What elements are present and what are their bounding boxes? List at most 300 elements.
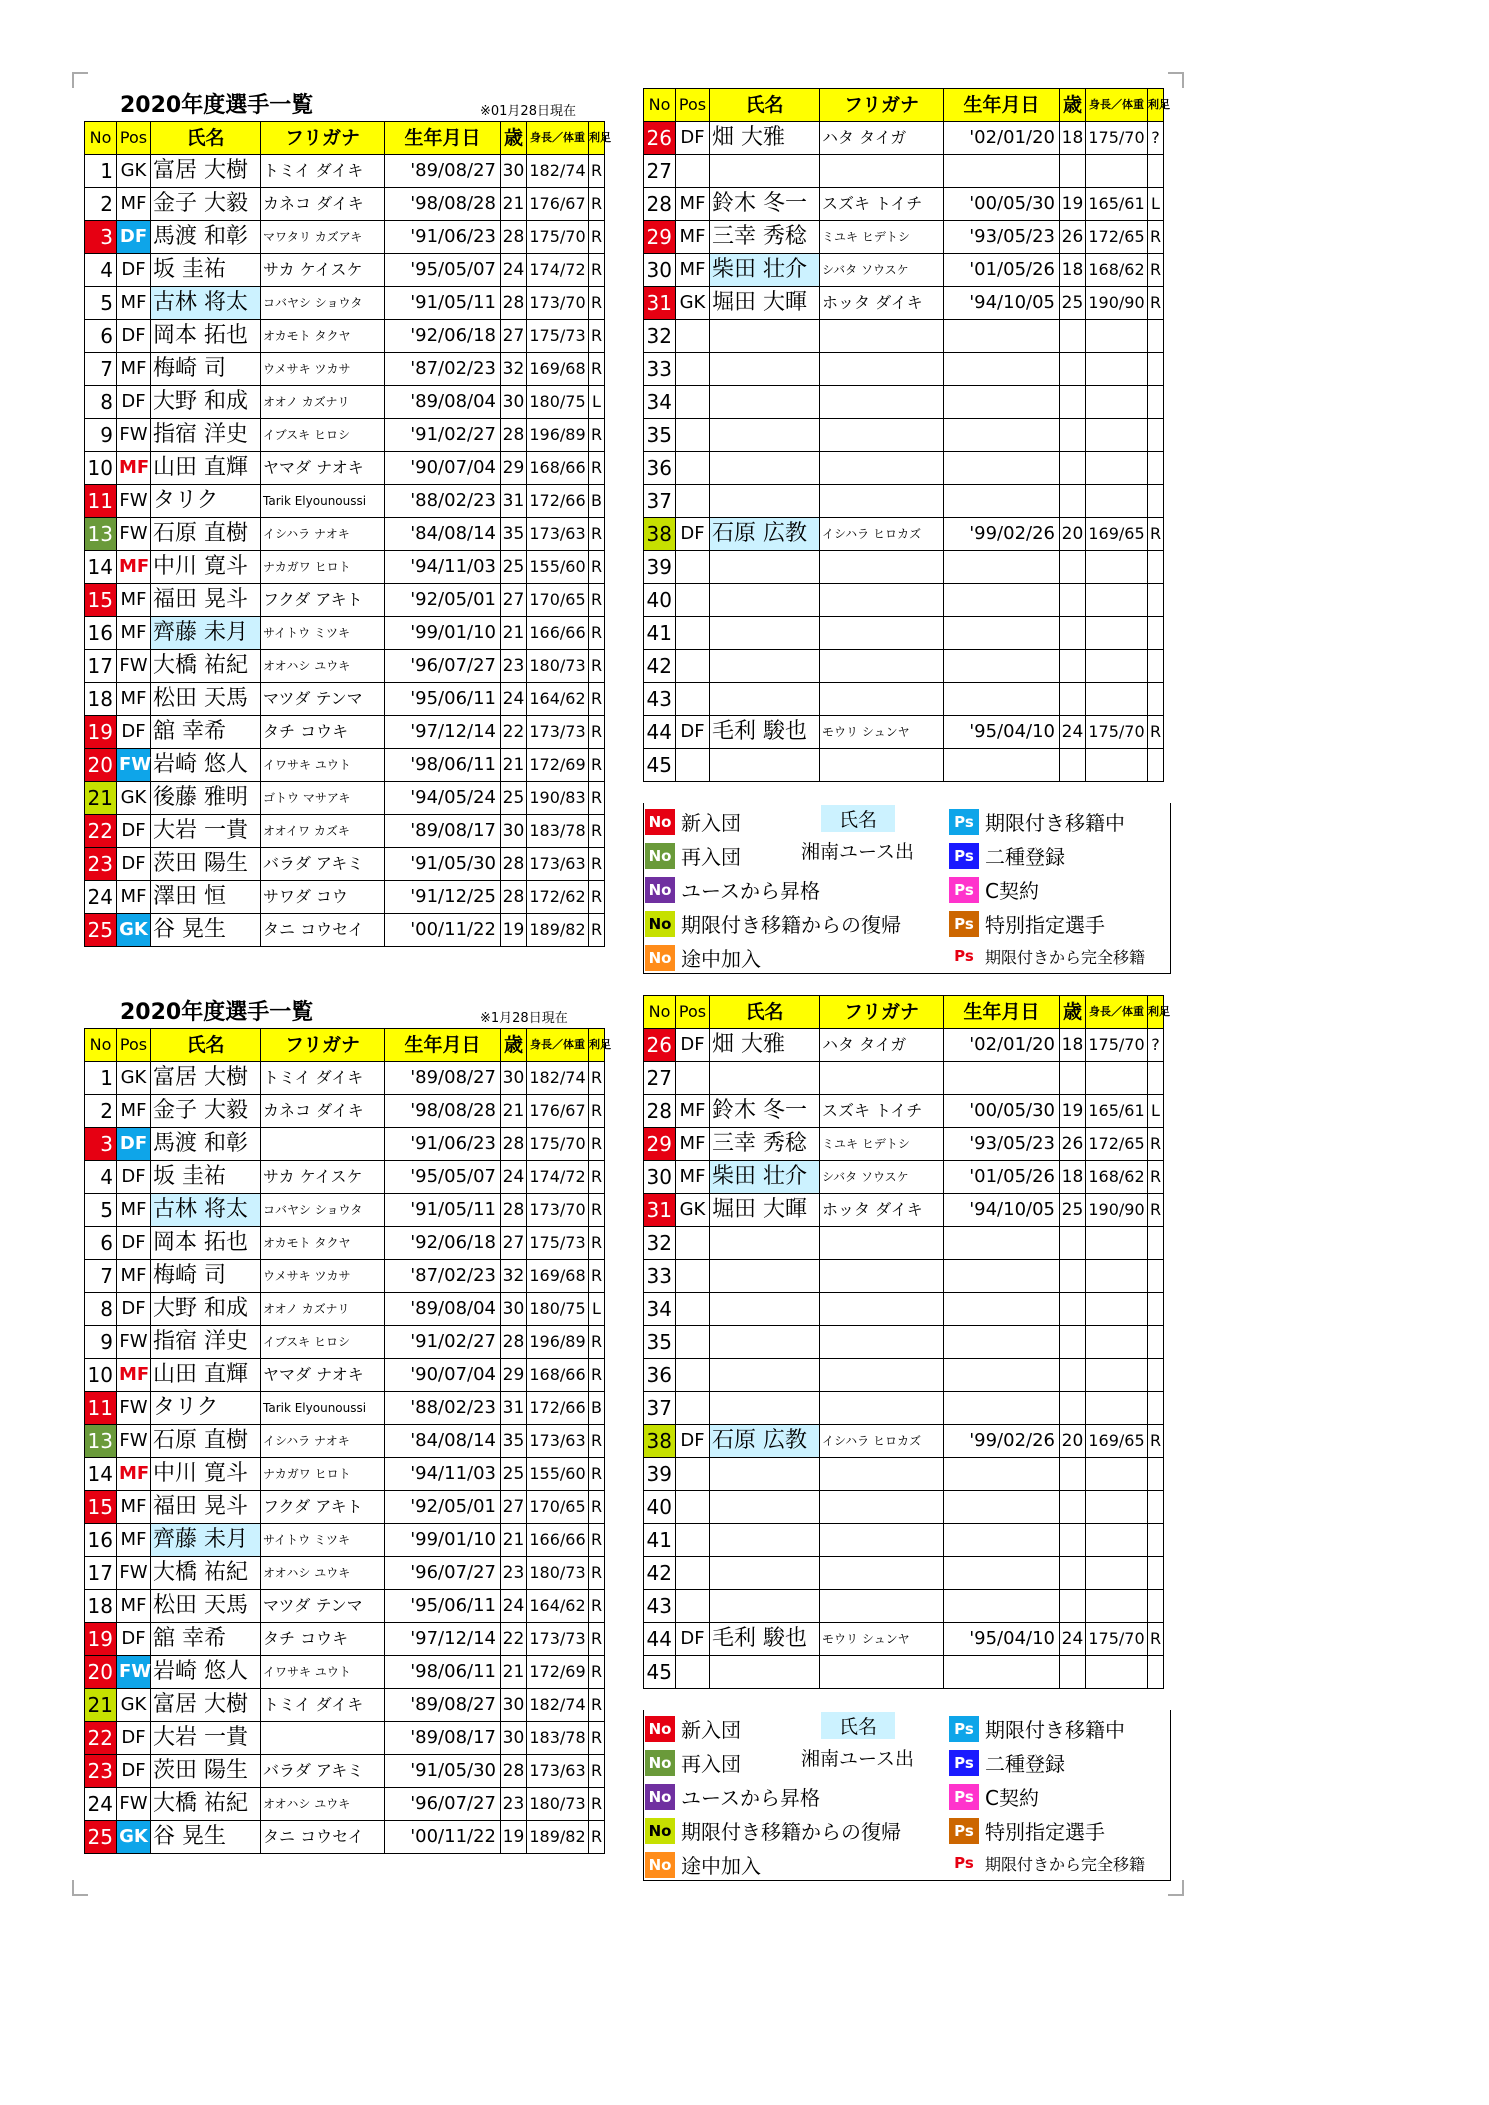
player-furigana: マツダ テンマ bbox=[261, 683, 385, 716]
player-birthdate: '01/05/26 bbox=[944, 254, 1060, 287]
player-age: 24 bbox=[1060, 716, 1086, 749]
table-row bbox=[85, 1656, 605, 1689]
player-age bbox=[1060, 320, 1086, 353]
player-birthdate: '89/08/17 bbox=[385, 1722, 501, 1755]
player-foot: R bbox=[589, 452, 605, 485]
player-age: 31 bbox=[501, 1392, 527, 1425]
header-name: 氏名 bbox=[151, 1029, 261, 1062]
player-foot: R bbox=[589, 782, 605, 815]
player-name bbox=[710, 584, 820, 617]
player-foot: B bbox=[589, 485, 605, 518]
player-height-weight: 166/66 bbox=[527, 1524, 589, 1557]
player-age: 19 bbox=[1060, 1095, 1086, 1128]
player-foot bbox=[1148, 1656, 1164, 1689]
player-number: 36 bbox=[644, 1359, 676, 1392]
player-foot: ? bbox=[1148, 1029, 1164, 1062]
player-birthdate bbox=[944, 485, 1060, 518]
player-age: 19 bbox=[501, 1821, 527, 1854]
player-name: 指宿 洋史 bbox=[151, 419, 261, 452]
player-age bbox=[1060, 1524, 1086, 1557]
player-birthdate: '01/05/26 bbox=[944, 1161, 1060, 1194]
player-foot bbox=[1148, 386, 1164, 419]
player-height-weight bbox=[1086, 419, 1148, 452]
player-foot: R bbox=[1148, 1623, 1164, 1656]
player-height-weight: 173/63 bbox=[527, 848, 589, 881]
player-foot: R bbox=[1148, 287, 1164, 320]
player-name: 坂 圭祐 bbox=[151, 1161, 261, 1194]
header-kana: フリガナ bbox=[261, 122, 385, 155]
player-name: 後藤 雅明 bbox=[151, 782, 261, 815]
player-height-weight: 164/62 bbox=[527, 1590, 589, 1623]
player-position: DF bbox=[117, 221, 151, 254]
legend-label: 特別指定選手 bbox=[985, 913, 1105, 937]
player-position: MF bbox=[117, 1194, 151, 1227]
player-height-weight bbox=[1086, 1458, 1148, 1491]
player-age: 24 bbox=[501, 683, 527, 716]
player-position: MF bbox=[117, 452, 151, 485]
player-birthdate: '00/05/30 bbox=[944, 188, 1060, 221]
player-birthdate: '91/12/25 bbox=[385, 881, 501, 914]
table-row bbox=[85, 1590, 605, 1623]
player-furigana: オオイワ カズキ bbox=[261, 815, 385, 848]
player-birthdate: '87/02/23 bbox=[385, 353, 501, 386]
player-foot: R bbox=[589, 716, 605, 749]
player-furigana: シバタ ソウスケ bbox=[820, 1161, 944, 1194]
table-row bbox=[644, 1557, 1164, 1590]
player-number: 7 bbox=[85, 353, 117, 386]
legend-item bbox=[645, 1816, 901, 1845]
legend-item bbox=[645, 1714, 741, 1743]
player-age: 18 bbox=[1060, 254, 1086, 287]
player-furigana bbox=[261, 1722, 385, 1755]
player-number: 25 bbox=[85, 1821, 117, 1854]
player-birthdate: '00/11/22 bbox=[385, 914, 501, 947]
player-age: 25 bbox=[1060, 1194, 1086, 1227]
player-foot: R bbox=[589, 749, 605, 782]
legend-chip: No bbox=[645, 911, 675, 937]
legend-chip: Ps bbox=[949, 1818, 979, 1844]
player-foot bbox=[1148, 353, 1164, 386]
player-age: 20 bbox=[1060, 518, 1086, 551]
player-foot: R bbox=[589, 551, 605, 584]
table-row bbox=[644, 1062, 1164, 1095]
player-birthdate: '91/05/11 bbox=[385, 1194, 501, 1227]
legend-item bbox=[645, 1782, 820, 1811]
player-furigana: ミユキ ヒデトシ bbox=[820, 221, 944, 254]
table-row bbox=[644, 1458, 1164, 1491]
player-position: MF bbox=[676, 221, 710, 254]
player-height-weight: 172/69 bbox=[527, 749, 589, 782]
header-pos: Pos bbox=[117, 122, 151, 155]
player-height-weight bbox=[1086, 1293, 1148, 1326]
player-number: 2 bbox=[85, 1095, 117, 1128]
table-row bbox=[644, 617, 1164, 650]
table-row bbox=[644, 584, 1164, 617]
player-birthdate: '95/04/10 bbox=[944, 716, 1060, 749]
table-row bbox=[644, 320, 1164, 353]
player-age: 24 bbox=[501, 1590, 527, 1623]
player-position: MF bbox=[117, 584, 151, 617]
player-age: 29 bbox=[501, 452, 527, 485]
player-furigana bbox=[820, 155, 944, 188]
player-height-weight bbox=[1086, 1326, 1148, 1359]
table-row bbox=[644, 485, 1164, 518]
table-header-row bbox=[85, 122, 605, 155]
player-number: 22 bbox=[85, 815, 117, 848]
player-number: 24 bbox=[85, 1788, 117, 1821]
table-row bbox=[85, 683, 605, 716]
header-no: No bbox=[644, 89, 676, 122]
table-row bbox=[85, 1821, 605, 1854]
player-number: 40 bbox=[644, 584, 676, 617]
player-height-weight bbox=[1086, 353, 1148, 386]
player-name bbox=[710, 683, 820, 716]
player-foot bbox=[1148, 617, 1164, 650]
legend-chip: No bbox=[645, 945, 675, 971]
player-age: 25 bbox=[501, 782, 527, 815]
player-number: 31 bbox=[644, 1194, 676, 1227]
player-position: MF bbox=[117, 1260, 151, 1293]
legend-chip: Ps bbox=[949, 1716, 979, 1742]
player-birthdate: '99/02/26 bbox=[944, 518, 1060, 551]
player-age: 24 bbox=[501, 254, 527, 287]
player-age: 22 bbox=[501, 716, 527, 749]
player-age: 23 bbox=[501, 1788, 527, 1821]
table-row bbox=[85, 749, 605, 782]
header-pos: Pos bbox=[676, 996, 710, 1029]
player-furigana: Tarik Elyounoussi bbox=[261, 485, 385, 518]
header-kana: フリガナ bbox=[820, 996, 944, 1029]
player-birthdate bbox=[944, 1392, 1060, 1425]
player-foot: R bbox=[589, 1623, 605, 1656]
player-number: 45 bbox=[644, 1656, 676, 1689]
legend-chip: Ps bbox=[949, 809, 979, 835]
player-number: 15 bbox=[85, 1491, 117, 1524]
player-furigana: タニ コウセイ bbox=[261, 1821, 385, 1854]
legend-note-label: 湘南ユース出 bbox=[801, 841, 915, 863]
player-age: 27 bbox=[501, 1227, 527, 1260]
header-birth: 生年月日 bbox=[944, 996, 1060, 1029]
player-name: 馬渡 和彰 bbox=[151, 1128, 261, 1161]
player-name bbox=[710, 1557, 820, 1590]
legend-label: C契約 bbox=[985, 879, 1039, 903]
player-height-weight bbox=[1086, 1590, 1148, 1623]
player-height-weight: 183/78 bbox=[527, 815, 589, 848]
player-number: 29 bbox=[644, 221, 676, 254]
header-name: 氏名 bbox=[710, 89, 820, 122]
player-height-weight: 183/78 bbox=[527, 1722, 589, 1755]
player-position: DF bbox=[676, 122, 710, 155]
legend-note-label: 湘南ユース出 bbox=[801, 1748, 915, 1770]
player-furigana: オオハシ ユウキ bbox=[261, 650, 385, 683]
player-birthdate: '98/08/28 bbox=[385, 1095, 501, 1128]
player-name: 坂 圭祐 bbox=[151, 254, 261, 287]
header-kana: フリガナ bbox=[261, 1029, 385, 1062]
player-height-weight: 174/72 bbox=[527, 1161, 589, 1194]
player-number: 6 bbox=[85, 1227, 117, 1260]
player-position bbox=[676, 650, 710, 683]
player-number: 16 bbox=[85, 1524, 117, 1557]
player-birthdate bbox=[944, 1260, 1060, 1293]
player-position bbox=[676, 320, 710, 353]
player-age: 21 bbox=[501, 617, 527, 650]
player-birthdate: '92/05/01 bbox=[385, 1491, 501, 1524]
player-foot: R bbox=[1148, 254, 1164, 287]
player-furigana: ナカガワ ヒロト bbox=[261, 551, 385, 584]
player-name bbox=[710, 320, 820, 353]
player-position bbox=[676, 584, 710, 617]
player-height-weight bbox=[1086, 1557, 1148, 1590]
table-row bbox=[644, 1095, 1164, 1128]
player-height-weight bbox=[1086, 749, 1148, 782]
player-name: 大橋 祐紀 bbox=[151, 1788, 261, 1821]
player-age bbox=[1060, 1392, 1086, 1425]
player-birthdate: '96/07/27 bbox=[385, 1557, 501, 1590]
table-row bbox=[85, 1161, 605, 1194]
player-name bbox=[710, 353, 820, 386]
player-birthdate bbox=[944, 1293, 1060, 1326]
player-name: 石原 直樹 bbox=[151, 1425, 261, 1458]
table-row bbox=[644, 1194, 1164, 1227]
player-number: 26 bbox=[644, 122, 676, 155]
legend-label: 再入団 bbox=[681, 1752, 741, 1776]
player-number: 10 bbox=[85, 1359, 117, 1392]
player-position: FW bbox=[117, 749, 151, 782]
player-name: 岩崎 悠人 bbox=[151, 1656, 261, 1689]
player-number: 18 bbox=[85, 683, 117, 716]
player-position bbox=[676, 1293, 710, 1326]
player-number: 8 bbox=[85, 386, 117, 419]
table-row bbox=[85, 188, 605, 221]
player-foot: R bbox=[1148, 1425, 1164, 1458]
player-birthdate: '91/06/23 bbox=[385, 1128, 501, 1161]
player-name: 大橋 祐紀 bbox=[151, 1557, 261, 1590]
player-age bbox=[1060, 551, 1086, 584]
player-height-weight bbox=[1086, 320, 1148, 353]
table-row bbox=[85, 650, 605, 683]
player-birthdate: '94/05/24 bbox=[385, 782, 501, 815]
player-number: 32 bbox=[644, 320, 676, 353]
player-birthdate: '02/01/20 bbox=[944, 122, 1060, 155]
table-row bbox=[85, 1689, 605, 1722]
player-height-weight: 168/66 bbox=[527, 452, 589, 485]
player-foot bbox=[1148, 1260, 1164, 1293]
legend-chip: Ps bbox=[954, 1854, 974, 1872]
player-foot bbox=[1148, 485, 1164, 518]
player-position: MF bbox=[117, 353, 151, 386]
player-foot: R bbox=[589, 1491, 605, 1524]
legend-note bbox=[801, 837, 914, 864]
player-position bbox=[676, 617, 710, 650]
player-furigana: イシハラ ヒロカズ bbox=[820, 1425, 944, 1458]
player-height-weight: 172/66 bbox=[527, 485, 589, 518]
legend-label: 再入団 bbox=[681, 845, 741, 869]
player-number: 38 bbox=[644, 1425, 676, 1458]
player-name: 柴田 壮介 bbox=[710, 1161, 820, 1194]
player-age: 21 bbox=[501, 1524, 527, 1557]
legend-label: 期限付き移籍中 bbox=[985, 1718, 1125, 1742]
player-age: 27 bbox=[501, 584, 527, 617]
header-no: No bbox=[644, 996, 676, 1029]
player-position: MF bbox=[676, 254, 710, 287]
player-birthdate: '98/06/11 bbox=[385, 1656, 501, 1689]
table-row bbox=[85, 386, 605, 419]
player-position bbox=[676, 419, 710, 452]
player-position: MF bbox=[117, 881, 151, 914]
table-row bbox=[85, 287, 605, 320]
legend-chip: No bbox=[645, 1784, 675, 1810]
player-age bbox=[1060, 452, 1086, 485]
player-age bbox=[1060, 1062, 1086, 1095]
player-birthdate: '91/02/27 bbox=[385, 1326, 501, 1359]
player-age: 30 bbox=[501, 1722, 527, 1755]
player-position: GK bbox=[117, 1689, 151, 1722]
player-name: タリク bbox=[151, 485, 261, 518]
player-age: 28 bbox=[501, 419, 527, 452]
player-age: 25 bbox=[501, 1458, 527, 1491]
player-position: FW bbox=[117, 1326, 151, 1359]
player-birthdate: '92/06/18 bbox=[385, 1227, 501, 1260]
player-height-weight: 172/65 bbox=[1086, 221, 1148, 254]
player-position: FW bbox=[117, 419, 151, 452]
player-height-weight: 173/70 bbox=[527, 1194, 589, 1227]
player-foot: R bbox=[589, 914, 605, 947]
player-height-weight: 176/67 bbox=[527, 188, 589, 221]
player-position: FW bbox=[117, 650, 151, 683]
player-position bbox=[676, 485, 710, 518]
player-number: 4 bbox=[85, 1161, 117, 1194]
player-foot bbox=[1148, 749, 1164, 782]
player-foot: B bbox=[589, 1392, 605, 1425]
player-furigana bbox=[820, 584, 944, 617]
player-foot: R bbox=[589, 1590, 605, 1623]
player-birthdate: '84/08/14 bbox=[385, 1425, 501, 1458]
player-furigana: ナカガワ ヒロト bbox=[261, 1458, 385, 1491]
player-foot: R bbox=[589, 188, 605, 221]
table-row bbox=[85, 1326, 605, 1359]
header-birth: 生年月日 bbox=[385, 1029, 501, 1062]
player-number: 27 bbox=[644, 1062, 676, 1095]
player-name: 舘 幸希 bbox=[151, 716, 261, 749]
player-name: 岩崎 悠人 bbox=[151, 749, 261, 782]
roster-table-right bbox=[643, 88, 1170, 782]
table-row bbox=[85, 1194, 605, 1227]
legend-chip: Ps bbox=[954, 947, 974, 965]
player-position: DF bbox=[676, 716, 710, 749]
player-height-weight: 190/90 bbox=[1086, 287, 1148, 320]
player-position bbox=[676, 1326, 710, 1359]
legend-item bbox=[645, 875, 820, 904]
player-age: 27 bbox=[501, 320, 527, 353]
player-height-weight: 173/63 bbox=[527, 518, 589, 551]
player-position: MF bbox=[676, 1095, 710, 1128]
player-number: 44 bbox=[644, 1623, 676, 1656]
player-position: GK bbox=[117, 914, 151, 947]
player-furigana: マワタリ カズアキ bbox=[261, 221, 385, 254]
player-name: 指宿 洋史 bbox=[151, 1326, 261, 1359]
player-number: 8 bbox=[85, 1293, 117, 1326]
player-birthdate bbox=[944, 1062, 1060, 1095]
player-position bbox=[676, 1260, 710, 1293]
player-height-weight: 165/61 bbox=[1086, 188, 1148, 221]
table-row bbox=[85, 1722, 605, 1755]
player-position: DF bbox=[676, 1029, 710, 1062]
player-furigana bbox=[820, 419, 944, 452]
player-position bbox=[676, 1227, 710, 1260]
player-name: 富居 大樹 bbox=[151, 1062, 261, 1095]
player-foot bbox=[1148, 1590, 1164, 1623]
player-foot bbox=[1148, 320, 1164, 353]
player-furigana: モウリ シュンヤ bbox=[820, 1623, 944, 1656]
player-foot: R bbox=[589, 617, 605, 650]
player-foot bbox=[1148, 419, 1164, 452]
legend-chip: No bbox=[645, 809, 675, 835]
player-furigana: イブスキ ヒロシ bbox=[261, 1326, 385, 1359]
table-row bbox=[85, 1359, 605, 1392]
player-foot: R bbox=[589, 1359, 605, 1392]
player-number: 13 bbox=[85, 518, 117, 551]
player-position bbox=[676, 683, 710, 716]
player-number: 20 bbox=[85, 749, 117, 782]
player-age: 30 bbox=[501, 815, 527, 848]
header-name: 氏名 bbox=[151, 122, 261, 155]
roster-table-right bbox=[643, 995, 1170, 1689]
player-birthdate: '99/01/10 bbox=[385, 617, 501, 650]
player-height-weight bbox=[1086, 452, 1148, 485]
player-birthdate bbox=[944, 749, 1060, 782]
player-name: 馬渡 和彰 bbox=[151, 221, 261, 254]
player-age: 30 bbox=[501, 386, 527, 419]
player-age bbox=[1060, 1458, 1086, 1491]
player-foot: R bbox=[589, 1722, 605, 1755]
player-furigana: Tarik Elyounoussi bbox=[261, 1392, 385, 1425]
table-row bbox=[644, 1029, 1164, 1062]
legend-item bbox=[645, 1748, 741, 1777]
table-row bbox=[644, 1227, 1164, 1260]
player-furigana: ホッタ ダイキ bbox=[820, 1194, 944, 1227]
player-position bbox=[676, 386, 710, 419]
player-number: 34 bbox=[644, 1293, 676, 1326]
player-foot bbox=[1148, 584, 1164, 617]
player-furigana: トミイ ダイキ bbox=[261, 1062, 385, 1095]
player-number: 3 bbox=[85, 221, 117, 254]
player-age bbox=[1060, 1359, 1086, 1392]
player-name bbox=[710, 485, 820, 518]
player-furigana: モウリ シュンヤ bbox=[820, 716, 944, 749]
table-row bbox=[85, 551, 605, 584]
legend-item bbox=[949, 875, 1039, 904]
player-number: 10 bbox=[85, 452, 117, 485]
player-height-weight: 189/82 bbox=[527, 1821, 589, 1854]
player-age: 30 bbox=[501, 155, 527, 188]
player-birthdate: '91/06/23 bbox=[385, 221, 501, 254]
legend-label: 期限付き移籍からの復帰 bbox=[681, 913, 901, 937]
table-row bbox=[644, 353, 1164, 386]
player-furigana bbox=[820, 1491, 944, 1524]
player-age: 21 bbox=[501, 749, 527, 782]
player-height-weight: 182/74 bbox=[527, 1062, 589, 1095]
table-row bbox=[644, 1425, 1164, 1458]
player-position: FW bbox=[117, 1656, 151, 1689]
player-position bbox=[676, 551, 710, 584]
table-row bbox=[85, 584, 605, 617]
player-furigana bbox=[820, 386, 944, 419]
player-age bbox=[1060, 1557, 1086, 1590]
player-name bbox=[710, 155, 820, 188]
player-furigana: サイトウ ミツキ bbox=[261, 1524, 385, 1557]
crop-mark bbox=[72, 72, 88, 88]
player-number: 25 bbox=[85, 914, 117, 947]
